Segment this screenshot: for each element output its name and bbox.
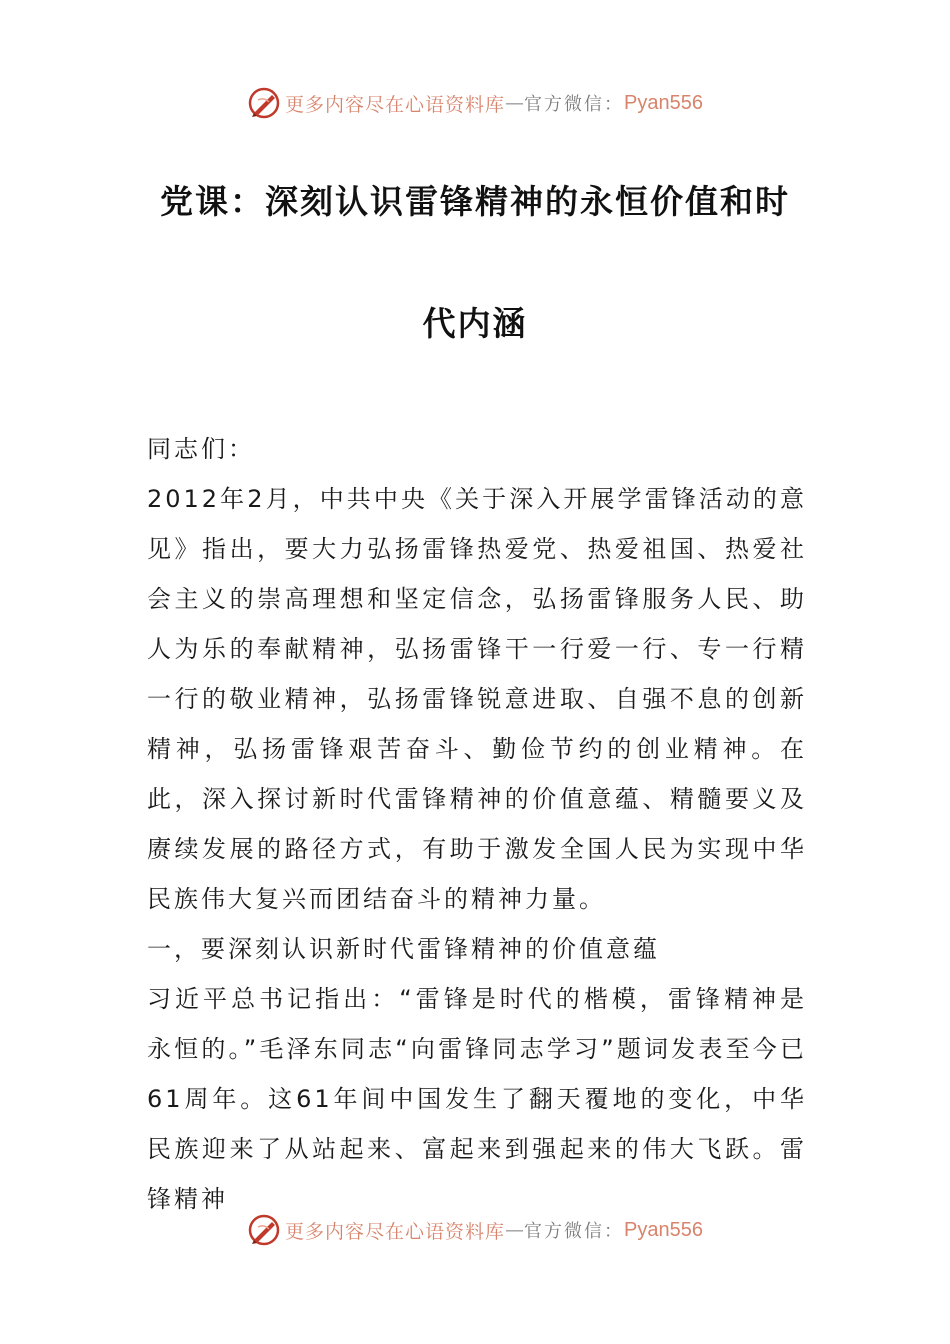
watermark-contact-label: 官方微信： [524, 94, 625, 115]
pen-logo-icon [247, 86, 281, 120]
pen-logo-icon [247, 1213, 281, 1247]
watermark-contact-id: Pyan556 [624, 1218, 703, 1241]
section-heading-1: 一，要深刻认识新时代雷锋精神的价值意蕴 [147, 935, 660, 963]
document-body [147, 424, 807, 1224]
paragraph-2: 习近平总书记指出：“雷锋是时代的楷模，雷锋精神是永恒的。”毛泽东同志“向雷锋同志学习”题词发表至今已61周年。这61年间中国发生了翻天覆地的变化，中华民族迎来了从站起来、富起来到强起来的伟大飞跃。雷锋精神 [147, 985, 807, 1213]
watermark-contact-label: 官方微信： [524, 1221, 625, 1242]
salutation: 同志们： [147, 435, 255, 463]
watermark-brand: 更多内容尽在心语资料库 [285, 1220, 506, 1243]
document-title-line-1: 党课：深刻认识雷锋精神的永恒价值和时 [160, 182, 790, 221]
paragraph-1: 2012年2月，中共中央《关于深入开展学雷锋活动的意见》指出，要大力弘扬雷锋热爱党、热爱祖国、热爱社会主义的崇高理想和坚定信念，弘扬雷锋服务人民、助人为乐的奉献精神，弘扬雷锋干一行爱一行、专一行精一行的敬业精神，弘扬雷锋锐意进取、自强不息的创新精神，弘扬雷锋艰苦奋斗、勤俭节约的创业精神。在此，深入探讨新时代雷锋精神的价值意蕴、精髓要义及赓续发展的路径方式，有助于激发全国人民为实现中华民族伟大复兴而团结奋斗的精神力量。 [147, 485, 807, 913]
document-title-line-2: 代内涵 [422, 304, 528, 343]
footer-watermark [0, 1210, 950, 1250]
watermark-dash: — [505, 92, 525, 114]
watermark-brand: 更多内容尽在心语资料库 [285, 93, 506, 116]
watermark-dash: — [505, 1219, 525, 1241]
watermark-contact-id: Pyan556 [624, 91, 703, 114]
header-watermark [0, 83, 950, 123]
